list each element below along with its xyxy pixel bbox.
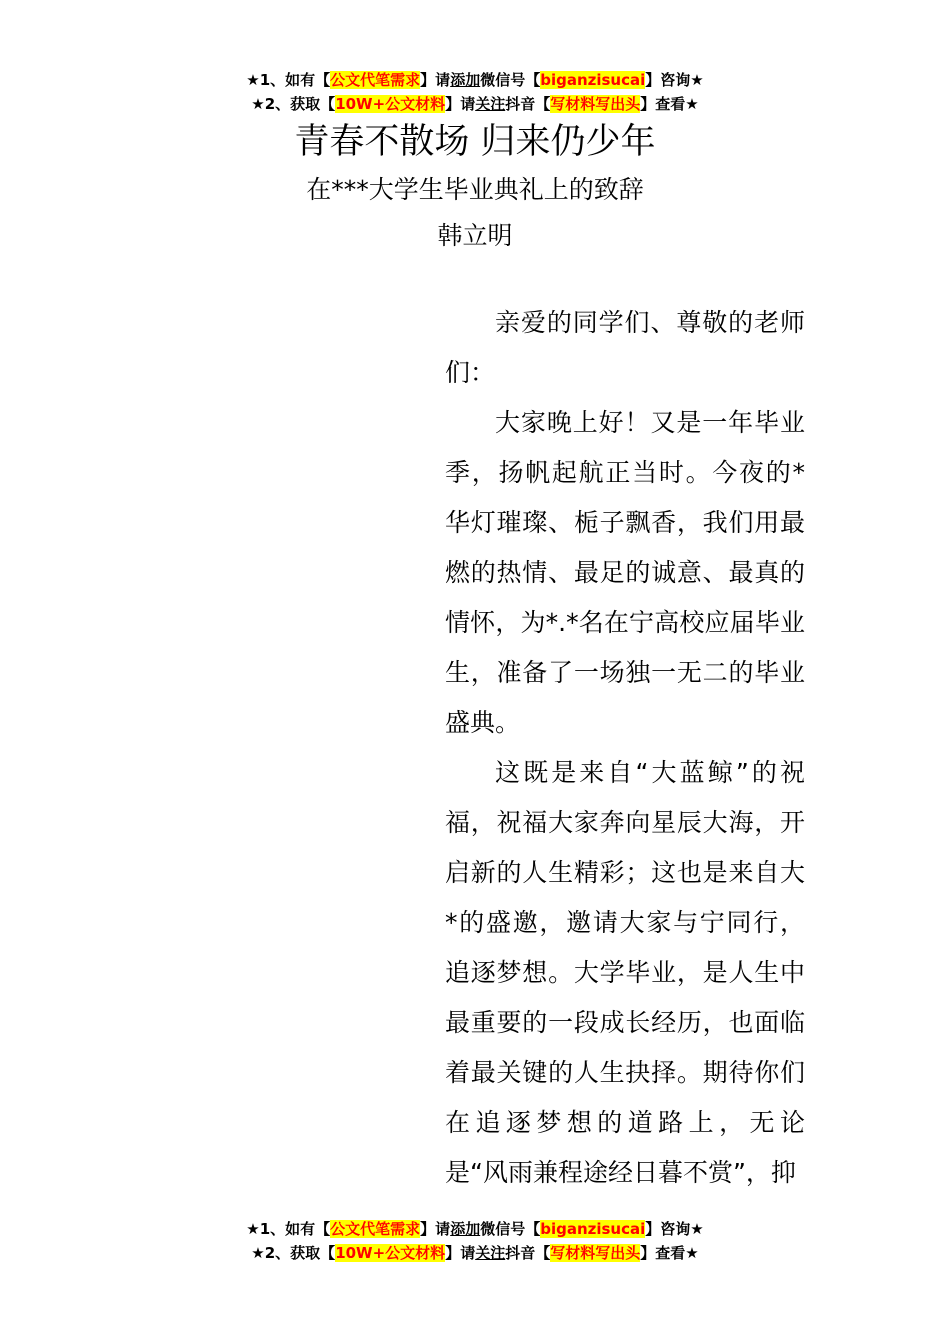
- promo-douyin-id: 写材料写出头: [550, 95, 641, 113]
- promo-line-1: [0, 1217, 950, 1241]
- promo-highlight: 公文代笔需求: [330, 71, 421, 89]
- promo-text: 】请: [445, 1244, 476, 1262]
- promo-text: 】查看★: [640, 95, 699, 113]
- document-title: 青春不散场 归来仍少年: [294, 122, 656, 162]
- promo-text: ★2、获取【: [251, 1244, 336, 1262]
- promo-text: ★1、如有【: [246, 71, 331, 89]
- document-subtitle: 在***大学生毕业典礼上的致辞: [306, 175, 644, 204]
- promo-highlight: 10W+公文材料: [335, 95, 446, 113]
- promo-highlight: 公文代笔需求: [330, 1220, 421, 1238]
- promo-underline: 关注: [475, 95, 506, 113]
- salutation-paragraph: 亲爱的同学们、尊敬的老师们：: [445, 308, 805, 387]
- promo-underline: 添加: [450, 1220, 481, 1238]
- promo-text: 】咨询★: [645, 1220, 704, 1238]
- promo-text: 】请: [420, 71, 451, 89]
- promo-text: 】请: [420, 1220, 451, 1238]
- promo-line-1: [0, 68, 950, 92]
- promo-text: 】查看★: [640, 1244, 699, 1262]
- promo-text: 抖音【: [505, 1244, 551, 1262]
- document-body: [445, 298, 805, 1198]
- header-promo-banner: [0, 68, 950, 116]
- promo-text: ★1、如有【: [246, 1220, 331, 1238]
- promo-underline: 关注: [475, 1244, 506, 1262]
- promo-text: 抖音【: [505, 95, 551, 113]
- promo-text: ★2、获取【: [251, 95, 336, 113]
- body-paragraph: 大家晚上好！又是一年毕业季，扬帆起航正当时。今夜的*华灯璀璨、栀子飘香，我们用最燃的热情、最足的诚意、最真的情怀，为*.*名在宁高校应届毕业生，准备了一场独一无二的毕业盛典。: [445, 408, 805, 737]
- promo-text: 】咨询★: [645, 71, 704, 89]
- promo-text: 微信号【: [480, 1220, 541, 1238]
- promo-douyin-id: 写材料写出头: [550, 1244, 641, 1262]
- promo-highlight: 10W+公文材料: [335, 1244, 446, 1262]
- promo-line-2: [0, 1241, 950, 1265]
- promo-wechat-id: biganzisucai: [540, 1220, 646, 1238]
- promo-text: 微信号【: [480, 71, 541, 89]
- document-author: 韩立明: [437, 221, 513, 250]
- promo-text: 】请: [445, 95, 476, 113]
- body-paragraph: 这既是来自“大蓝鲸”的祝福，祝福大家奔向星辰大海，开启新的人生精彩；这也是来自大*的盛邀，邀请大家与宁同行，追逐梦想。大学毕业，是人生中最重要的一段成长经历，也面临着最关键的人生抉择。期待你们在追逐梦想的道路上，无论是“风雨兼程途经日暮不赏”，抑: [445, 758, 805, 1187]
- promo-underline: 添加: [450, 71, 481, 89]
- promo-wechat-id: biganzisucai: [540, 71, 646, 89]
- footer-promo-banner: [0, 1217, 950, 1265]
- promo-line-2: [0, 92, 950, 116]
